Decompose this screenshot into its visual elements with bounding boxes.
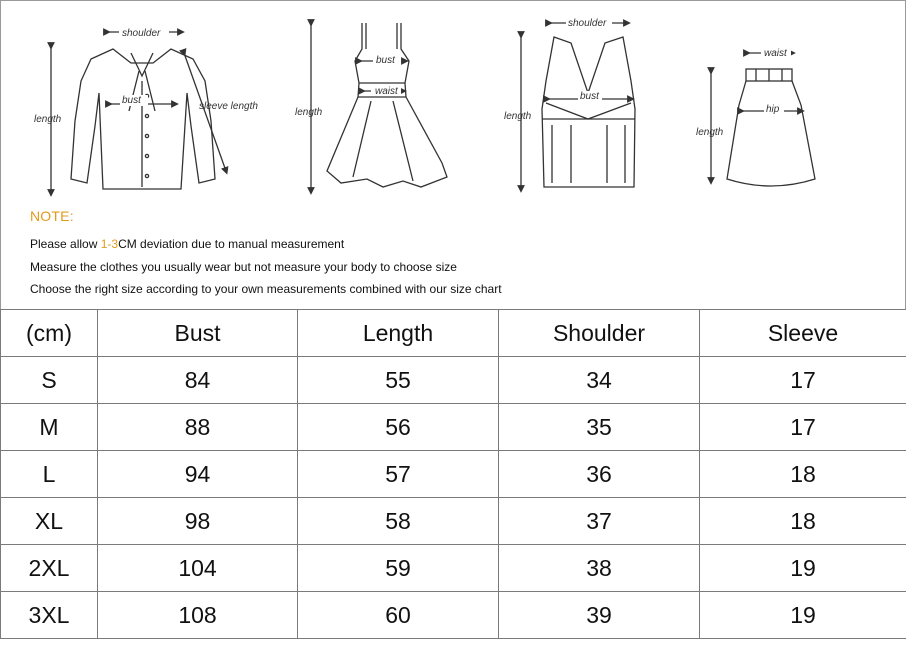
dress-bust-label: bust: [376, 55, 395, 66]
sleeve-cell: 19: [700, 592, 906, 639]
table-row: [1, 404, 906, 451]
bust-cell: 98: [98, 498, 298, 545]
note-line-1-end: CM deviation due to manual measurement: [118, 237, 345, 251]
shoulder-cell: 39: [499, 592, 700, 639]
tank-shoulder-label: shoulder: [568, 18, 607, 29]
bust-cell: 88: [98, 404, 298, 451]
header-bust: Bust: [98, 310, 298, 357]
length-cell: 58: [298, 498, 499, 545]
header-unit: (cm): [1, 310, 98, 357]
note-line-1: [30, 237, 344, 251]
note-line-2: Measure the clothes you usually wear but not measure your body to choose size: [30, 260, 457, 274]
shoulder-cell: 38: [499, 545, 700, 592]
bust-cell: 108: [98, 592, 298, 639]
size-cell: 3XL: [1, 592, 98, 639]
skirt-length-label: length: [696, 127, 724, 138]
dress-diagram: [311, 23, 447, 191]
table-row: [1, 545, 906, 592]
size-cell: XL: [1, 498, 98, 545]
size-cell: L: [1, 451, 98, 498]
shirt-bust-label: bust: [122, 95, 141, 106]
header-length: Length: [298, 310, 499, 357]
note-deviation-range: 1-3: [100, 237, 119, 251]
table-row: [1, 451, 906, 498]
shoulder-cell: 37: [499, 498, 700, 545]
length-cell: 57: [298, 451, 499, 498]
shoulder-cell: 35: [499, 404, 700, 451]
tank-bust-label: bust: [580, 91, 599, 102]
dress-waist-label: waist: [375, 86, 398, 97]
sleeve-cell: 18: [700, 498, 906, 545]
bust-cell: 104: [98, 545, 298, 592]
header-shoulder: Shoulder: [499, 310, 700, 357]
sleeve-cell: 19: [700, 545, 906, 592]
size-chart-table: [0, 309, 906, 639]
table-row: [1, 592, 906, 639]
note-title: NOTE:: [30, 208, 74, 224]
skirt-hip-label: hip: [766, 104, 780, 115]
size-cell: S: [1, 357, 98, 404]
shirt-sleeve-label: sleeve length: [199, 101, 258, 112]
sleeve-cell: 18: [700, 451, 906, 498]
sleeve-cell: 17: [700, 357, 906, 404]
dress-length-label: length: [295, 107, 323, 118]
table-row: [1, 498, 906, 545]
note-line-3: Choose the right size according to your own measurements combined with our size chart: [30, 282, 502, 296]
sleeve-cell: 17: [700, 404, 906, 451]
skirt-waist-label: waist: [764, 48, 787, 59]
table-header-row: [1, 310, 906, 357]
length-cell: 55: [298, 357, 499, 404]
shoulder-cell: 36: [499, 451, 700, 498]
size-cell: 2XL: [1, 545, 98, 592]
bust-cell: 84: [98, 357, 298, 404]
tank-diagram: [521, 23, 635, 189]
shirt-diagram: [51, 32, 226, 193]
size-cell: M: [1, 404, 98, 451]
skirt-diagram: [711, 53, 815, 186]
length-cell: 56: [298, 404, 499, 451]
note-line-1-start: Please allow: [30, 237, 101, 251]
shirt-shoulder-label: shoulder: [122, 28, 161, 39]
length-cell: 60: [298, 592, 499, 639]
shoulder-cell: 34: [499, 357, 700, 404]
bust-cell: 94: [98, 451, 298, 498]
length-cell: 59: [298, 545, 499, 592]
header-sleeve: Sleeve: [700, 310, 906, 357]
measurement-guide: [0, 0, 906, 309]
tank-length-label: length: [504, 111, 532, 122]
table-row: [1, 357, 906, 404]
shirt-length-label: length: [34, 114, 62, 125]
